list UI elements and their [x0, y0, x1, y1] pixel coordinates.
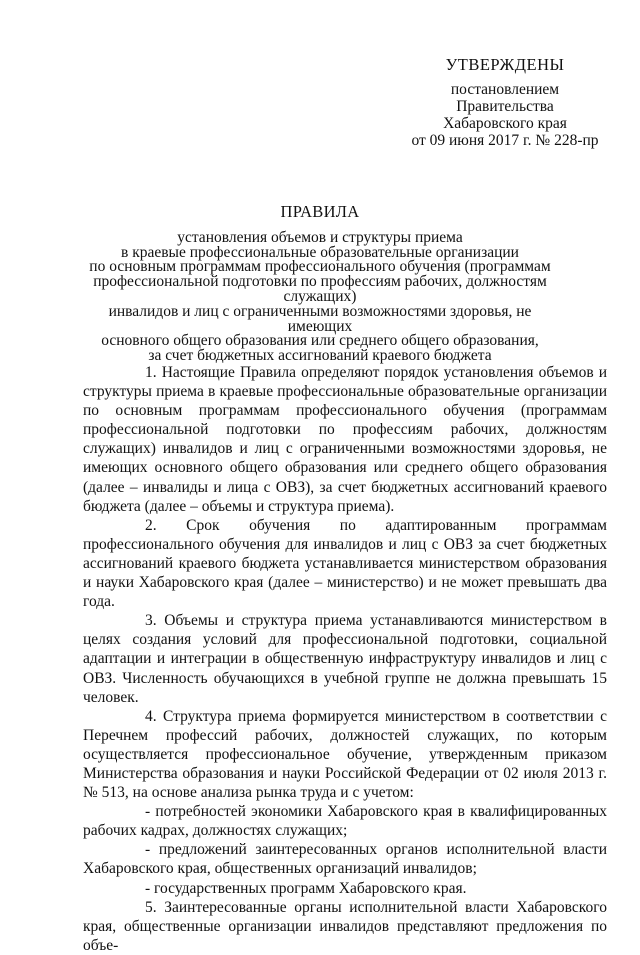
approval-stamp	[395, 56, 615, 149]
title-line: основного общего образования или среднего общего образования,	[101, 332, 539, 350]
title-line: профессиональной подготовки по профессиям рабочих, должностям служащих)	[93, 273, 547, 305]
approval-line: Правительства	[456, 98, 554, 115]
paragraph-4: 4. Структура приема формируется министерством в соответствии с Перечнем профессий рабочих, должностей служащих, по которым осуществляется профессиональное обучение, утвержденным приказом Министерства образования и науки Российской Федерации от 02 июля 2013 г. № 513, на основе анализа рынка труда и с учетом:	[83, 707, 607, 802]
list-item: - предложений заинтересованных органов исполнительной власти Хабаровского края, общественных организаций инвалидов;	[83, 841, 607, 878]
document-title	[80, 202, 560, 365]
paragraph-5: 5. Заинтересованные органы исполнительной власти Хабаровского края, общественные организации инвалидов представляют предложения по объе-	[83, 898, 607, 954]
approval-line: Хабаровского края	[443, 115, 567, 132]
paragraph-3: 3. Объемы и структура приема устанавливаются министерством в целях создания условий для профессиональной подготовки, социальной адаптации и интеграции в общественную инфраструктуру инвалидов и лиц с ОВЗ. Численность обучающихся в учебной группе не должна превышать 15 человек.	[83, 612, 607, 706]
paragraph-1: 1. Настоящие Правила определяют порядок установления объемов и структуры приема в краевые профессиональные образовательные организации по основным программам профессионального обучения (программам профессиональной подготовки по профессиям рабочих, должностям служащих) инвалидов и лиц с ограниченными возможностями здоровья, не имеющих основного общего образования или среднего общего образования (далее – инвалиды и лица с ОВЗ), за счет бюджетных ассигнований краевого бюджета (далее – объемы и структура приема).	[83, 364, 607, 515]
paragraph-2: 2. Срок обучения по адаптированным программам профессионального обучения для инвалидов и лиц с ОВЗ за счет бюджетных ассигнований краевого бюджета устанавливается министерством образования и науки Хабаровского края (далее – министерство) и не может превышать два года.	[83, 516, 607, 611]
title-main: ПРАВИЛА	[280, 202, 360, 221]
list-item: - потребностей экономики Хабаровского края в квалифицированных рабочих кадрах, должностях служащих;	[83, 803, 607, 840]
title-line: установления объемов и структуры приема	[177, 228, 463, 246]
document-body	[83, 363, 607, 955]
approval-line: постановлением	[450, 81, 560, 98]
list-item: - государственных программ Хабаровского края.	[145, 879, 467, 897]
title-line: по основным программам профессионального обучения (программам	[89, 258, 551, 276]
approval-heading: УТВЕРЖДЕНЫ	[445, 55, 565, 74]
approval-line: от 09 июня 2017 г. № 228-пр	[411, 132, 599, 149]
title-line: в краевые профессиональные образовательные организации	[121, 243, 519, 261]
title-line: за счет бюджетных ассигнований краевого бюджета	[148, 347, 492, 365]
title-line: инвалидов и лиц с ограниченными возможностями здоровья, не имеющих	[108, 302, 532, 335]
